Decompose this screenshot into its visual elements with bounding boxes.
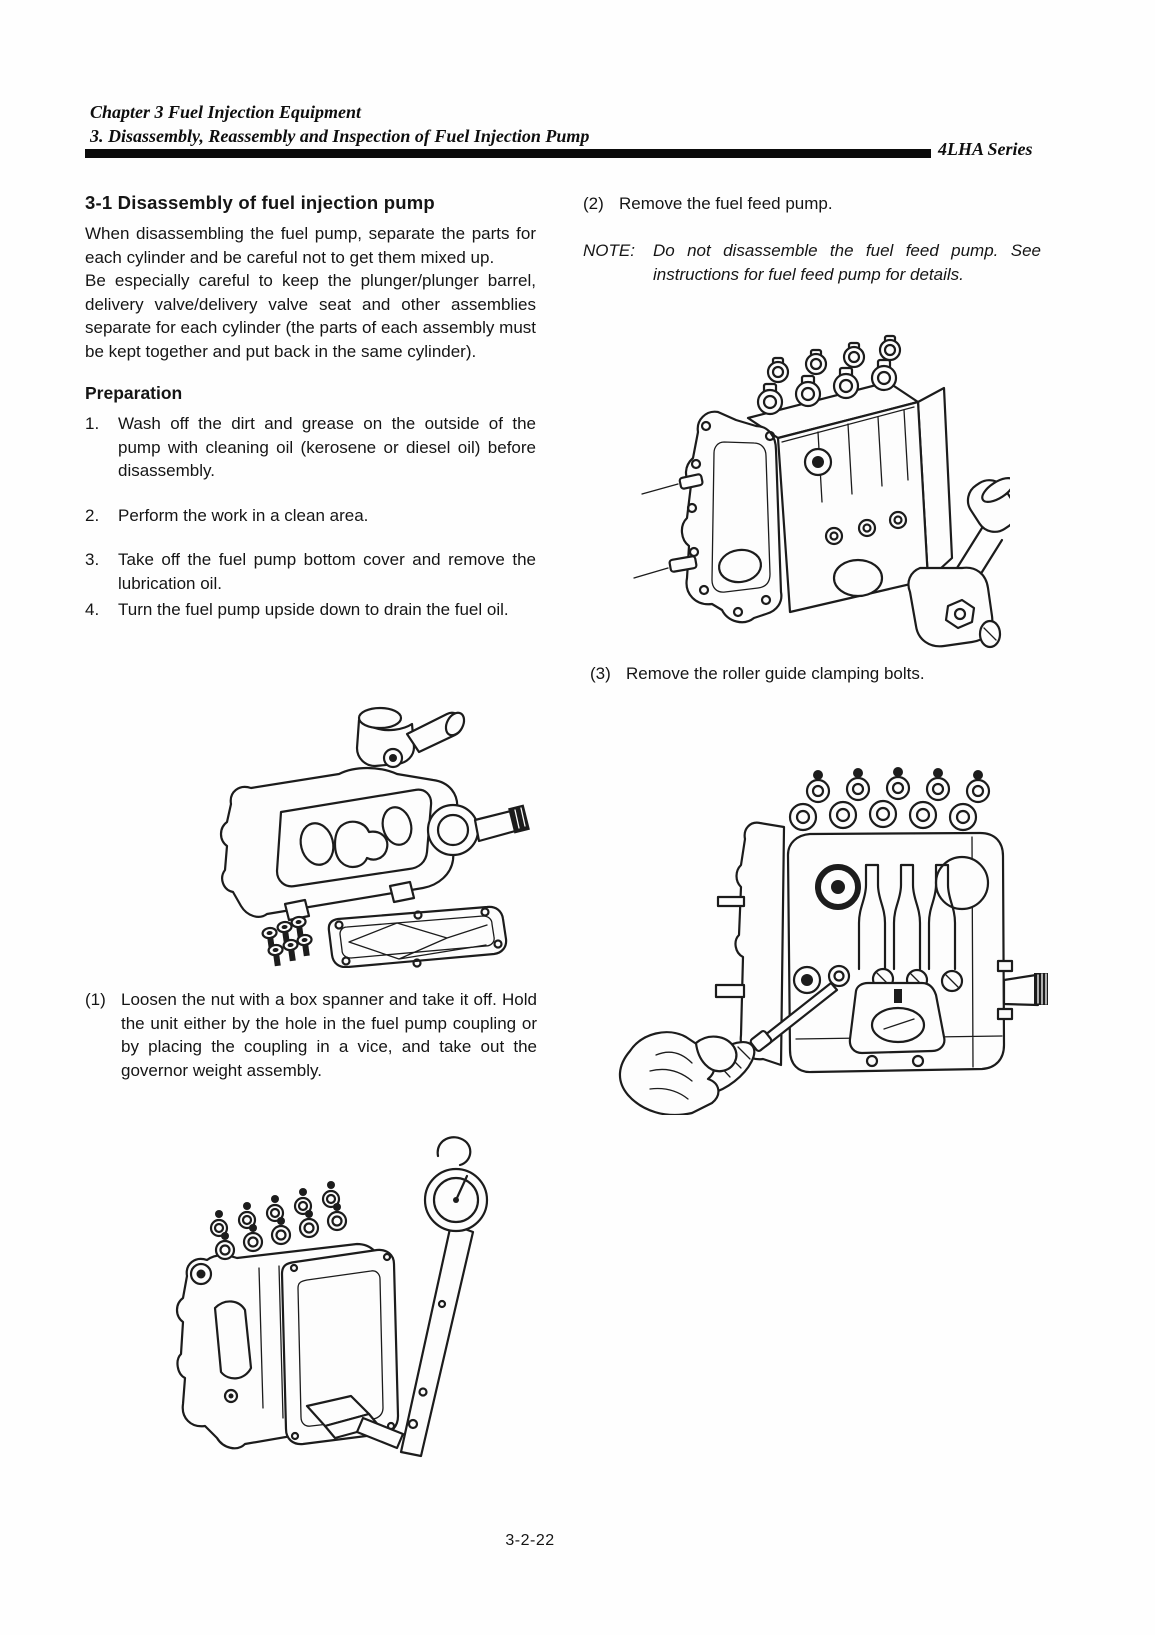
bottom-cover-plate <box>329 907 506 967</box>
item-text: Turn the fuel pump upside down to drain the fuel oil. <box>118 600 509 619</box>
camshaft-output <box>998 961 1048 1019</box>
note-text: Do not disassemble the fuel feed pump. See instructions for fuel feed pump for details. <box>653 240 1041 284</box>
pump-box-spanner-illustration <box>155 1108 510 1458</box>
pump-bottom-cover-illustration <box>135 678 535 968</box>
preparation-item-2 <box>85 504 536 528</box>
top-fitting <box>357 708 468 767</box>
item-number: 2. <box>85 505 100 525</box>
delivery-valve-nuts <box>790 767 989 830</box>
item-text: Take off the fuel pump bottom cover and remove the lubrication oil. <box>118 550 536 593</box>
step-number: (1) <box>85 990 106 1009</box>
figure-pump-box-spanner <box>155 1108 510 1458</box>
series-label: 4LHA Series <box>938 139 1033 159</box>
page-number: 3-2-22 <box>505 1532 555 1549</box>
left-column <box>85 192 536 622</box>
note-label: NOTE: <box>583 240 635 260</box>
item-number: 3. <box>85 550 100 569</box>
cover-bolts <box>262 916 314 967</box>
item-text: Wash off the dirt and grease on the outside of the pump with cleaning oil (kerosene or diesel oil) before disassembly. <box>118 414 536 480</box>
page-header <box>90 100 589 148</box>
figure-pump-bottom-cover <box>135 678 535 968</box>
preparation-item-1 <box>85 412 536 483</box>
figure-roller-guide-bolts <box>600 737 1050 1115</box>
step-text: Remove the fuel feed pump. <box>619 194 833 213</box>
preparation-item-3 <box>85 548 536 595</box>
injection-pump-feed-pump-illustration <box>620 330 1010 650</box>
note-block <box>583 239 1041 287</box>
step-number: (2) <box>583 194 604 213</box>
item-number: 1. <box>85 414 100 433</box>
item-number: 4. <box>85 600 100 619</box>
step-1 <box>85 988 537 1082</box>
right-column <box>583 192 1041 287</box>
header-rule <box>85 149 931 158</box>
box-spanner <box>401 1137 487 1456</box>
figure-injection-pump-with-feed-pump <box>620 330 1010 650</box>
step-text: Loosen the nut with a box spanner and take it off. Hold the unit either by the hole in the fuel pump coupling or by placing the coupling in a vice, and take out the governor weight assembly. <box>121 990 537 1080</box>
step-2 <box>583 192 1041 216</box>
intro-paragraph-1: When disassembling the fuel pump, separate the parts for each cylinder and be careful not to get them mixed up. <box>85 224 536 267</box>
header-section-line: 3. Disassembly, Reassembly and Inspection of Fuel Injection Pump <box>90 126 590 146</box>
preparation-item-4 <box>85 598 536 622</box>
camshaft-end <box>428 804 530 855</box>
step-3 <box>590 662 1050 686</box>
section-title: 3-1 Disassembly of fuel injection pump <box>85 192 435 213</box>
roller-guide-bolts-illustration <box>600 737 1050 1115</box>
header-chapter-line: Chapter 3 Fuel Injection Equipment <box>90 102 362 122</box>
preparation-heading: Preparation <box>85 383 183 403</box>
step-text: Remove the roller guide clamping bolts. <box>626 664 925 683</box>
step-number: (3) <box>590 664 611 683</box>
item-text: Perform the work in a clean area. <box>118 505 369 525</box>
intro-paragraph-2: Be especially careful to keep the plunger/plunger barrel, delivery valve/delivery valve seat and other assemblies separate for each cylinder (the parts of each assembly must be kept together and put back in the same cylinder). <box>85 271 536 361</box>
mounting-flange <box>634 412 781 622</box>
